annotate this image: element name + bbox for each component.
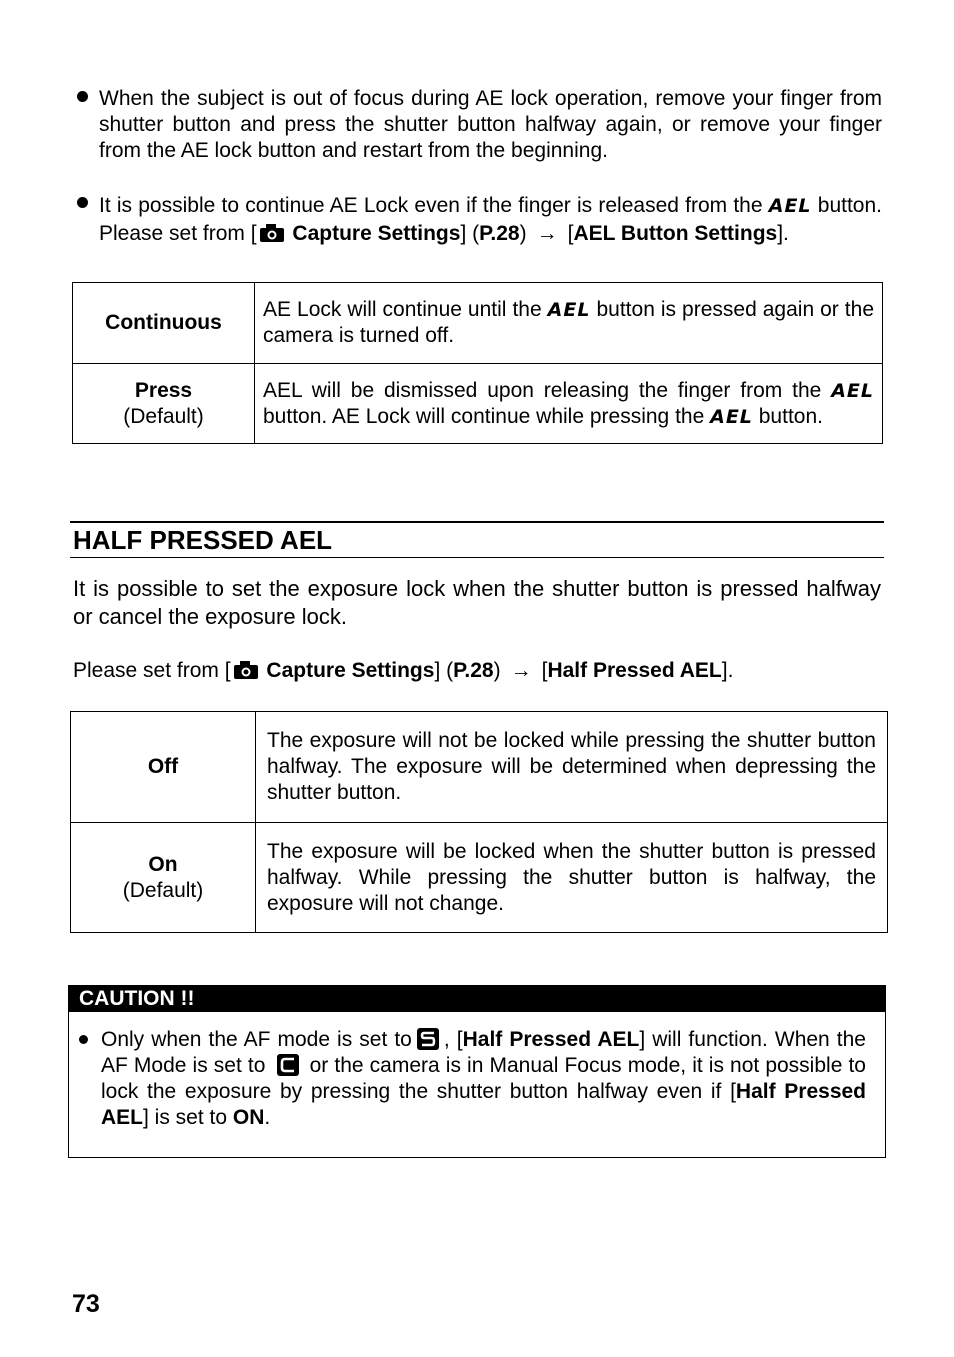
bullet-dot-icon — [77, 197, 88, 208]
bullet-text: When the subject is out of focus during AE lock operation, remove your finger from shutter button and press the shutter button halfway again, or remove your finger from the AE lock button and restart from the beginning. — [99, 87, 882, 162]
section-intro: It is possible to set the exposure lock when the shutter button is pressed halfway or cancel the exposure lock. — [73, 576, 881, 629]
option-label: Press (Default) — [73, 364, 255, 444]
capture-settings-ref: Capture Settings — [292, 222, 461, 245]
settings-path: Please set from [ Capture Settings] (P.28) → [Half Pressed AEL]. — [73, 659, 734, 682]
bullet-item — [77, 86, 882, 164]
bullet-dot-icon — [77, 91, 88, 102]
ael-settings-table — [72, 282, 883, 444]
table-row — [71, 712, 888, 823]
option-description: AE Lock will continue until the AEL button is pressed again or the camera is turned off. — [255, 283, 883, 364]
caution-text: Only when the AF mode is set to , [Half Pressed AEL] will function. When the AF Mode is set to or the camera is in Manual Focus mode, it is not possible to lock the exposure by pressing the shutter button halfway even if [Half Pressed AEL] is set to ON. — [101, 1028, 867, 1129]
ael-button-label: AEL — [710, 405, 753, 428]
option-label: Off — [71, 712, 256, 823]
bullet-dot-icon — [79, 1035, 88, 1044]
default-note: (Default) — [123, 404, 204, 428]
menu-target: Half Pressed AEL — [547, 659, 722, 682]
caution-bullet — [79, 1027, 866, 1131]
section-rule-bottom — [70, 557, 884, 558]
page-ref: P.28 — [453, 659, 494, 682]
default-note: (Default) — [122, 878, 204, 902]
af-continuous-icon — [276, 1053, 300, 1077]
capture-settings-ref: Capture Settings — [266, 659, 435, 682]
table-row — [73, 283, 883, 364]
arrow-right-icon: → — [536, 222, 558, 245]
camera-icon — [259, 223, 285, 243]
ael-button-label: AEL — [768, 195, 812, 217]
caution-box — [68, 985, 886, 1158]
ael-button-label: AEL — [831, 379, 874, 402]
page-number: 73 — [72, 1290, 100, 1318]
camera-icon — [233, 660, 259, 680]
option-label: On (Default) — [71, 823, 256, 933]
table-row — [71, 823, 888, 933]
af-single-icon — [416, 1027, 440, 1051]
arrow-right-icon: → — [510, 659, 532, 682]
option-label: Continuous — [73, 283, 255, 364]
bullet-item — [77, 192, 882, 247]
page-ref: P.28 — [479, 222, 520, 245]
option-description: The exposure will be locked when the shutter button is pressed halfway. While pressing the shutter button is halfway, the exposure will not change. — [256, 823, 888, 933]
bullet-text: It is possible to continue AE Lock even if the finger is released from the AEL button. Please set from [ Capture Settings] (P.28) → [AEL Button Settings]. — [99, 194, 882, 245]
half-pressed-table — [70, 711, 888, 933]
option-description: The exposure will not be locked while pressing the shutter button halfway. The exposure will be determined when depressing the shutter button. — [256, 712, 888, 823]
ael-button-label: AEL — [547, 299, 591, 321]
table-row — [73, 364, 883, 444]
section-rule-top — [70, 521, 884, 523]
caution-title: CAUTION !! — [69, 986, 885, 1012]
menu-target: AEL Button Settings — [573, 222, 778, 245]
section-title: HALF PRESSED AEL — [73, 525, 333, 555]
option-description: AEL will be dismissed upon releasing the finger from the AEL button. AE Lock will continue while pressing the AEL button. — [255, 364, 883, 444]
